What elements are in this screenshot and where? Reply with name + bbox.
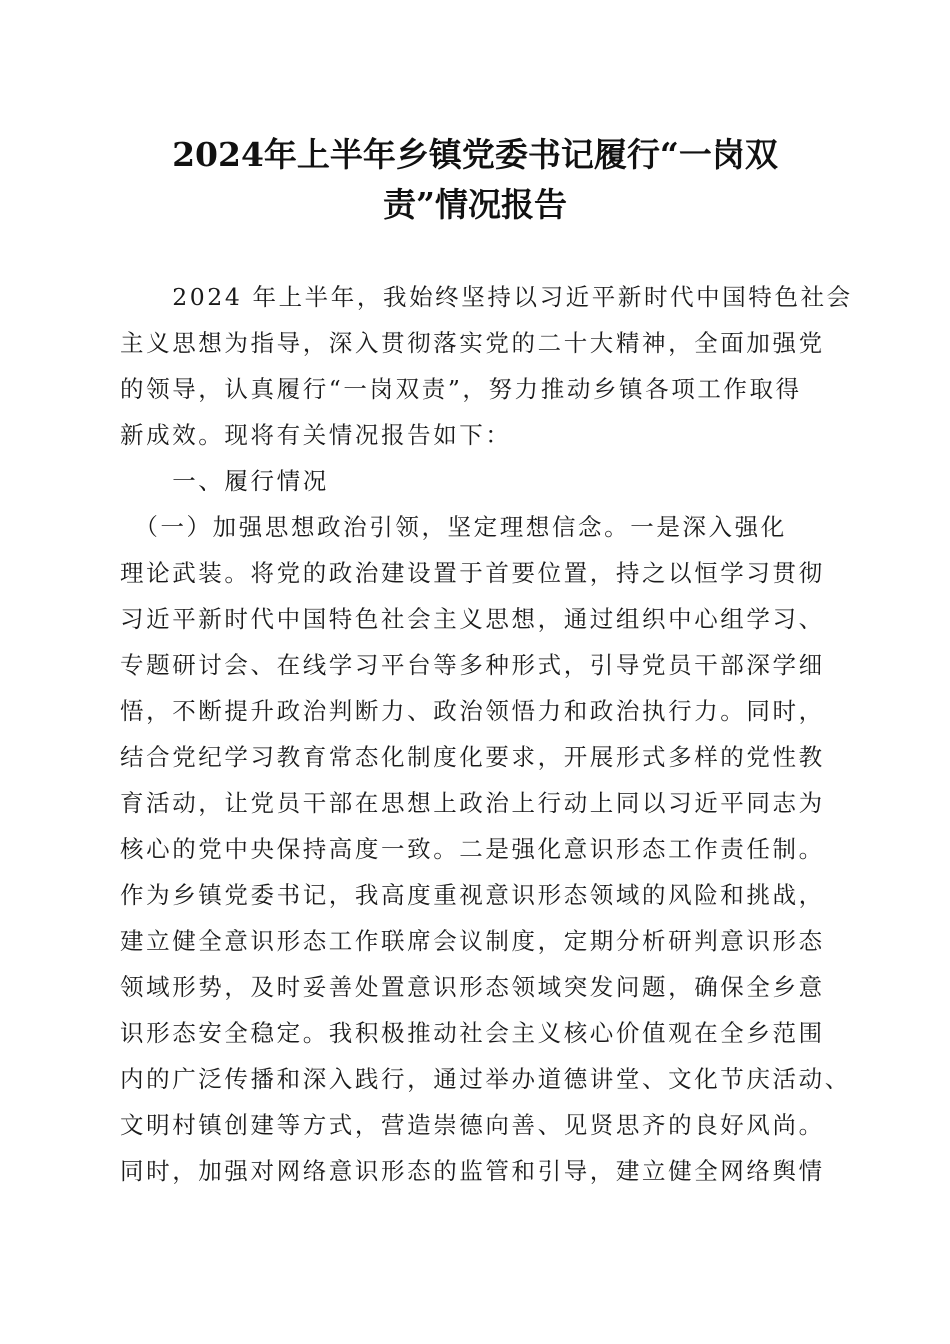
body-line: 领域形势，及时妥善处置意识形态领域突发问题，确保全乡意	[120, 973, 825, 1001]
body-line: 的领导，认真履行“一岗双责”，努力推动乡镇各项工作取得	[120, 375, 802, 403]
body-line: 内的广泛传播和深入践行，通过举办道德讲堂、文化节庆活动、	[120, 1065, 851, 1093]
body-line: 育活动，让党员干部在思想上政治上行动上同以习近平同志为	[120, 789, 825, 817]
body-line: 文明村镇创建等方式，营造崇德向善、见贤思齐的良好风尚。	[120, 1111, 825, 1139]
body-line: 结合党纪学习教育常态化制度化要求，开展形式多样的党性教	[120, 743, 825, 771]
body-line: （一）加强思想政治引领，坚定理想信念。一是深入强化	[120, 513, 787, 541]
body-line: 识形态安全稳定。我积极推动社会主义核心价值观在全乡范围	[120, 1019, 825, 1047]
document-title	[120, 130, 830, 230]
body-line: 理论武装。将党的政治建设置于首要位置，持之以恒学习贯彻	[120, 559, 825, 587]
body-line: 2024 年上半年，我始终坚持以习近平新时代中国特色社会	[120, 283, 853, 311]
body-line: 新成效。现将有关情况报告如下：	[120, 421, 512, 449]
body-line: 专题研讨会、在线学习平台等多种形式，引导党员干部深学细	[120, 651, 825, 679]
section-heading: 一、履行情况	[120, 467, 329, 495]
body-line: 核心的党中央保持高度一致。二是强化意识形态工作责任制。	[120, 835, 825, 863]
title-line-2: 责”情况报告	[383, 185, 567, 224]
body-line: 同时，加强对网络意识形态的监管和引导，建立健全网络舆情	[120, 1157, 825, 1185]
body-line: 建立健全意识形态工作联席会议制度，定期分析研判意识形态	[120, 927, 825, 955]
body-line: 习近平新时代中国特色社会主义思想，通过组织中心组学习、	[120, 605, 825, 633]
title-line-1: 2024年上半年乡镇党委书记履行“一岗双	[172, 135, 778, 174]
body-line: 主义思想为指导，深入贯彻落实党的二十大精神，全面加强党	[120, 329, 825, 357]
body-line: 作为乡镇党委书记，我高度重视意识形态领域的风险和挑战，	[120, 881, 825, 909]
body-line: 悟，不断提升政治判断力、政治领悟力和政治执行力。同时，	[120, 697, 825, 725]
document-body	[120, 274, 853, 1194]
